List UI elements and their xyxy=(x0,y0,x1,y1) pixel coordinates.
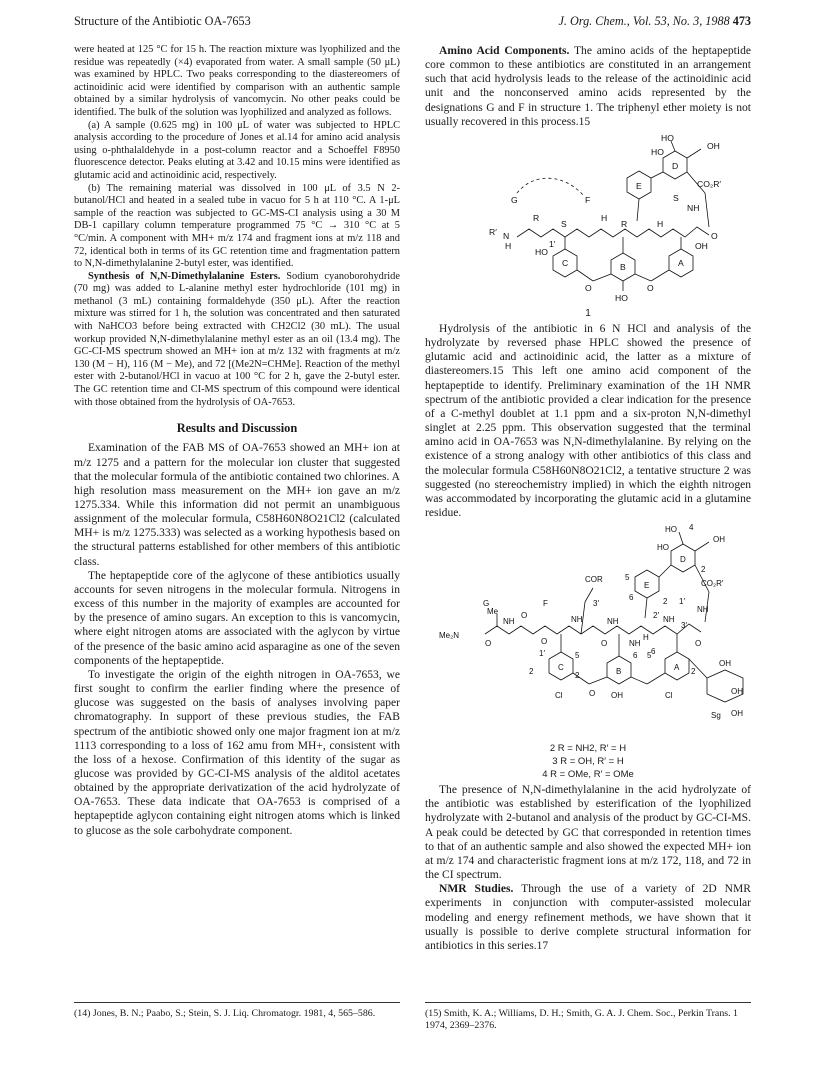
footnote-15: (15) Smith, K. A.; Williams, D. H.; Smith, G. A. J. Chem. Soc., Perkin Trans. 1 1974, 2369–2376. xyxy=(425,1008,738,1031)
struct2-label: 5 xyxy=(625,573,630,583)
struct1-label: OH xyxy=(695,240,708,251)
paragraph: Hydrolysis of the antibiotic in 6 N HCl and analysis of the hydrolyzate by reversed phase HPLC showed the presence of glutamic acid and actinoidinic acid, the latter as a mixture of diastereomers.15 This left one amino acid component of the heptapeptide to identify. Preliminary examination of the 1H NMR spectrum of the antibiotic provided a clear indication for the presence of a C-methyl doublet at 1.1 ppm and a six-proton N,N-dimethyl singlet at 2.25 ppm. This observation suggested that the terminal amino acid in OA-7653 was N,N-dimethylalanine. By relying on the existence of a strong analogy with other antibiotics of this class and the molecular formula C58H60N8O21Cl2, a tentative structure 2 was suggested (no stereochemistry implied) in which the eighth nitrogen was accommodated by incorporating the glutamic acid in a glutamine residue. xyxy=(425,322,751,519)
running-title: Structure of the Antibiotic OA-7653 xyxy=(74,14,251,28)
struct2-label: O xyxy=(589,689,596,699)
struct2-label: 2 xyxy=(575,671,580,681)
struct1-label: O xyxy=(585,282,592,293)
struct1-ring-label: D xyxy=(672,160,679,171)
struct2-label: 1′ xyxy=(539,649,545,659)
struct2-label: O xyxy=(521,611,528,621)
page-number: 473 xyxy=(732,14,751,28)
paragraph: The heptapeptide core of the aglycone of these antibiotics usually accounts for seven nitrogens in the molecular formula. Nitrogens in excess of this number in the majority of examples are accounted for by the presence of amino sugars. An exception to this is vancomycin, where eight nitrogen atoms are associated with the aglycon by virtue of the presence of the basic amino acid asparagine as one of the seven components of the heptapeptide. xyxy=(74,569,400,667)
struct2-label: HO xyxy=(665,525,677,535)
paragraph-body: Through the use of a variety of 2D NMR experiments in conjunction with computer-assisted molecular modeling and energy refinement methods, we have shown that it usually is possible to derive complete structural information for antibiotics in this series.17 xyxy=(425,883,751,952)
struct2-label: O xyxy=(541,637,548,647)
paragraph: To investigate the origin of the eighth nitrogen in OA-7653, we first sought to confirm the earlier finding where the presence of glucose was suggested on the basis of analyses involving paper chromatography. In support of these previous studies, the FAB spectrum of the antibiotic showed only one major fragment ion at m/z 1113 corresponding to a loss of 162 amu from MH+, consistent with the loss of a hexose. Confirmation of this identity of the sugar as glucose was provided by GC-CI-MS analysis of the alditol acetates obtained by the appropriate derivatization of the acid hydrolyzate of OA-7653. These data indicate that OA-7653 is comprised of a heptapeptide aglycon containing eight nitrogen atoms which is linked to glucose as the sole carbohydrate component. xyxy=(74,668,400,837)
struct1-label: R xyxy=(533,212,540,223)
footnote-rule xyxy=(74,1002,400,1003)
struct2-label: NH xyxy=(663,615,675,625)
structure-1-drawing xyxy=(425,131,751,307)
structure-2 xyxy=(425,522,751,781)
struct2-label: NH xyxy=(629,639,641,649)
struct1-label: S xyxy=(673,192,679,203)
struct2-label: 2 xyxy=(529,667,534,677)
paragraph-body: Sodium cyanoborohydride (70 mg) was added to L-alanine methyl ester hydrochloride (101 mg) in methanol (3 mL) containing formaldehyde (350 μL). After the reaction mixture was stirred for 1 h, the solution was concentrated and then saturated with NaHCO3 before being extracted with CH2Cl2 (30 mL). The usual workup provided N,N-dimethylalanine methyl ester as an oil (13.4 mg). The GC-CI-MS spectrum showed an MH+ ion at m/z 132 with fragments at m/z 130 (M − H), 116 (M − Me), and 72 [(Me2N=CHMe]. Reaction of the methyl ester with 2-butanol/HCl in vacuo at 100 °C for 2 h, gave the 2-butyl ester. The GC retention time and CI-MS spectrum of this compound were identical with those obtained from the hydrolysis of OA-7653. xyxy=(74,270,400,408)
struct2-label: Cl xyxy=(665,691,673,701)
struct2-label: OH xyxy=(731,709,743,719)
paragraph: (a) A sample (0.625 mg) in 100 μL of water was subjected to HPLC analysis according to the procedure of Jones et al.14 for amino acid analysis using o-phthalaldehyde in a post-column reactor and a Schoeffel F8950 fluorescence detector. Peaks eluting at 3.42 and 10.15 mins were identified as glutamic acid and actinoidinic acid, respectively. xyxy=(74,119,400,181)
struct1-label: R xyxy=(621,218,628,229)
struct2-label: OH xyxy=(719,659,731,669)
footnote-14: (14) Jones, B. N.; Paabo, S.; Stein, S. J. Liq. Chromatogr. 1981, 4, 565–586. xyxy=(74,1008,376,1019)
struct1-label: H xyxy=(601,212,608,223)
struct1-label: H xyxy=(505,240,512,251)
struct1-label: HO xyxy=(661,132,674,143)
struct2-label: O xyxy=(601,639,608,649)
paragraph: Examination of the FAB MS of OA-7653 showed an MH+ ion at m/z 1275 and a pattern for the molecular ion cluster that suggested that the molecular formula of the antibiotic contained two chlorines. A high resolution mass measurement on the MH+ ion gave an m/z 1275.334. While this information did not permit an unambiguous assignment of the molecular formula, C58H60N8O21Cl2 (calculated MH+ is m/z 1275.333) was selected as a working hypothesis based on the structural patterns established for other members of this antibiotic class. xyxy=(74,442,400,568)
structure-2-drawing xyxy=(425,522,751,742)
struct2-label: 2 xyxy=(701,565,706,575)
struct1-label: S xyxy=(561,218,567,229)
paragraph xyxy=(74,271,400,410)
struct2-label: 1′ xyxy=(679,597,685,607)
struct2-ring-label: E xyxy=(644,581,650,591)
struct2-label: OH xyxy=(731,687,743,697)
struct2-ring-label: C xyxy=(558,663,564,673)
struct2-label: Me₂N xyxy=(439,631,459,641)
paragraph xyxy=(425,44,751,129)
struct1-label: HO xyxy=(535,246,548,257)
struct2-label: Me xyxy=(487,607,499,617)
struct1-label: G xyxy=(511,194,518,205)
struct1-label: O xyxy=(647,282,654,293)
struct2-label: OH xyxy=(611,691,623,701)
struct1-label: N xyxy=(503,230,510,241)
struct1-label: F xyxy=(585,194,591,205)
struct2-ring-label: A xyxy=(674,663,680,673)
paragraph: The presence of N,N-dimethylalanine in the acid hydrolyzate of the antibiotic was established by esterification of the lyophilized hydrolyzate with 2-butanol and analysis of the product by GC-CI-MS. A peak could be detected by GC that corresponded in retention times to that of an authentic sample and also showed the expected MH+ ion at m/z 174 and characteristic fragment ions at m/z 172, 118, and 72 in the CI spectrum. xyxy=(425,784,751,882)
struct2-label: G xyxy=(483,599,490,609)
struct2-label: 2 xyxy=(691,667,696,677)
struct2-label: 5 xyxy=(647,651,652,661)
struct2-label: O xyxy=(485,639,492,649)
struct2-label: NH xyxy=(697,605,709,615)
right-column xyxy=(425,44,751,953)
struct1-ring-label: C xyxy=(562,257,569,268)
runin-heading: Amino Acid Components. xyxy=(439,45,570,57)
journal-name: J. Org. Chem., xyxy=(558,14,630,28)
struct1-ring-label: E xyxy=(636,180,642,191)
struct1-label: OH xyxy=(707,140,720,151)
struct1-label: NH xyxy=(687,202,700,213)
struct1-label: O xyxy=(711,230,718,241)
section-heading: Results and Discussion xyxy=(176,421,298,436)
struct2-label: O xyxy=(695,639,702,649)
struct2-label: NH xyxy=(503,617,515,627)
struct1-ring-label: A xyxy=(678,257,684,268)
struct2-label: 2 xyxy=(663,597,668,607)
struct2-label: 3′ xyxy=(593,599,599,609)
journal-volume: Vol. 53, No. 3, 1988 xyxy=(632,14,730,28)
struct2-label: Sg xyxy=(711,711,721,721)
paragraph: were heated at 125 °C for 15 h. The reaction mixture was lyophilized and the residue was repeatedly (×4) evaporated from water. A small sample (50 μL) was examined by HPLC. Two peaks corresponding to the diastereomers of actinoidinic acid were identified by comparison with an authentic sample obtained by a similar hydrolysis of vancomycin. No other peaks could be identified. The bulk of the solution was lyophilized and analyzed as follows. xyxy=(74,44,400,118)
struct2-label: 4 xyxy=(689,523,694,533)
struct2-label: 3′ xyxy=(681,621,687,631)
legend-line: 3 R = OH, R′ = H xyxy=(552,756,624,768)
paragraph xyxy=(425,882,751,953)
struct2-label: HO xyxy=(657,543,669,553)
struct2-label: 6 xyxy=(651,647,656,657)
struct2-label: F xyxy=(543,599,548,609)
struct1-label: R′ xyxy=(489,226,497,237)
running-header xyxy=(74,14,751,30)
struct1-label: H xyxy=(657,218,664,229)
struct2-label: OH xyxy=(713,535,725,545)
structure-2-legend xyxy=(425,742,751,781)
footnote-rule xyxy=(425,1002,751,1003)
struct2-label: NH xyxy=(607,617,619,627)
legend-line: 2 R = NH2, R′ = H xyxy=(549,743,627,755)
struct1-label: 1′ xyxy=(549,238,556,249)
struct2-ring-label: B xyxy=(616,667,622,677)
struct2-label: 6 xyxy=(629,593,634,603)
struct2-label: Cl xyxy=(555,691,563,701)
struct2-label: CO₂R′ xyxy=(701,579,724,589)
struct2-label: NH xyxy=(571,615,583,625)
paragraph: (b) The remaining material was dissolved in 100 μL of 3.5 N 2-butanol/HCl and heated in a sealed tube in vacuo for 5 h at 110 °C. A 1-μL sample of the reaction was subjected to GC-MS-CI analysis using a 30 M DB-1 capillary column temperature programmed 75 °C → 310 °C at 5 °C/min. A component with MH+ m/z 174 and fragment ions at m/z 118 and 72, identical both in terms of its GC retention time and fragmentation pattern to N,N-dimethylalanine 2-butyl ester, was identified. xyxy=(74,182,400,270)
runin-heading: NMR Studies. xyxy=(439,883,514,896)
struct2-label: 5 xyxy=(575,651,580,661)
struct1-label: HO xyxy=(651,146,664,157)
legend-line: 4 R = OMe, R′ = OMe xyxy=(542,769,634,781)
struct2-label: 2′ xyxy=(653,611,659,621)
struct2-ring-label: D xyxy=(680,555,686,565)
struct1-ring-label: B xyxy=(620,261,626,272)
struct2-label: COR xyxy=(585,575,603,585)
journal-citation xyxy=(558,14,751,29)
struct2-label: 6 xyxy=(633,651,638,661)
runin-heading: Synthesis of N,N-Dimethylalanine Esters. xyxy=(88,270,281,282)
paragraph-body: The amino acids of the heptapeptide core common to these antibiotics are constituted in an arrangement such that acid hydrolysis leads to the release of the actinoidinic acid unit and the nonconserved amino acids represented by the designations G and F in structure 1. The triphenyl ether moiety is not usually recovered in this process.15 xyxy=(425,45,752,128)
structure-1 xyxy=(425,131,751,320)
structure-1-number: 1 xyxy=(585,307,591,319)
struct2-label: H xyxy=(643,633,649,643)
left-column xyxy=(74,44,400,838)
struct1-label: CO₂R′ xyxy=(697,178,722,189)
struct1-label: HO xyxy=(615,292,628,303)
